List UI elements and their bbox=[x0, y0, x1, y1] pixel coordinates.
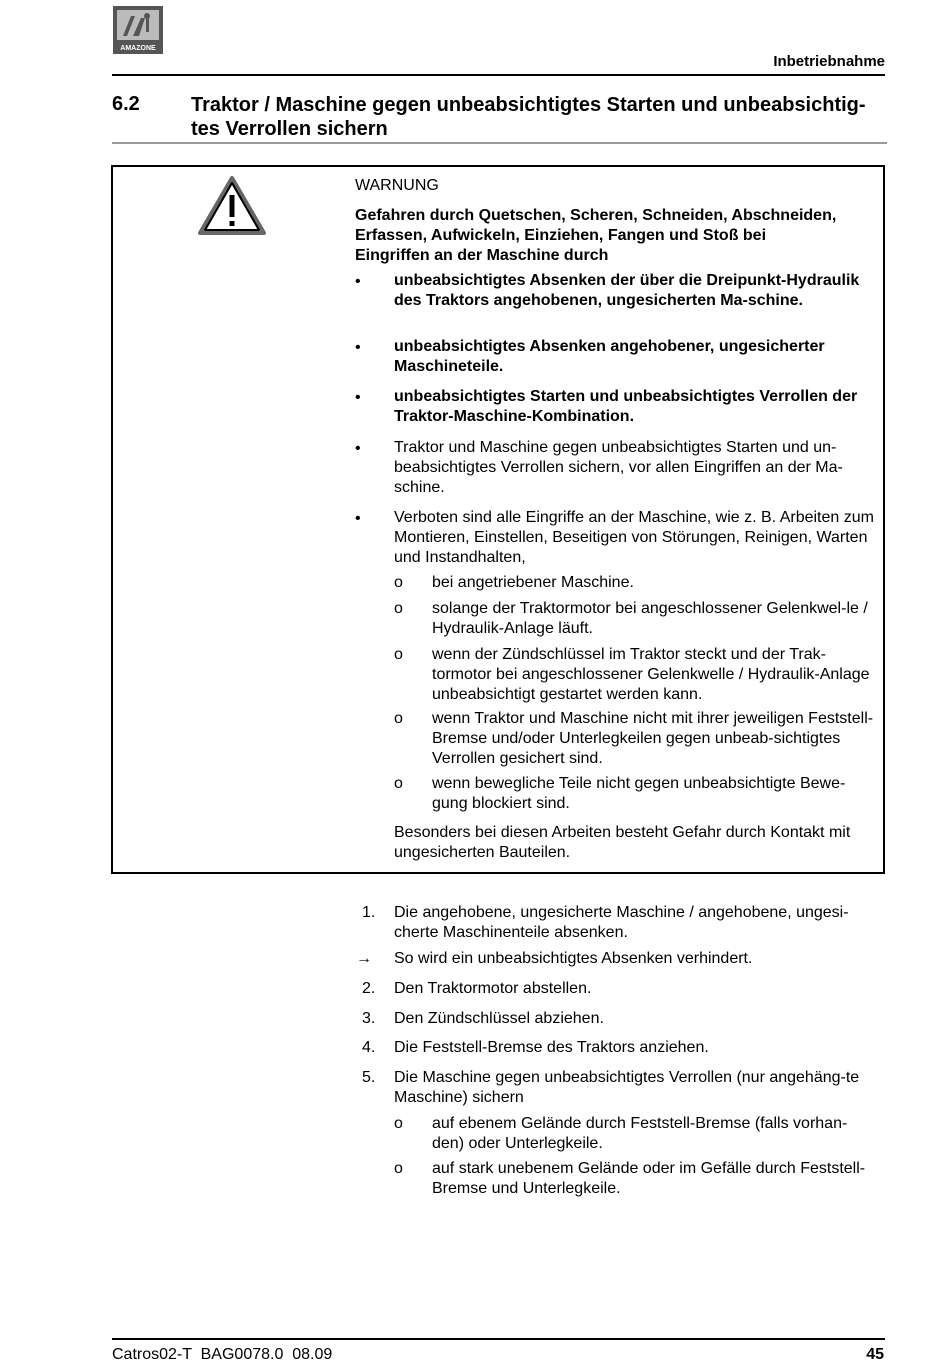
sub-glyph: ο bbox=[394, 574, 403, 591]
sub-bullet-3: wenn der Zündschlüssel im Traktor steckt und der Trak-tormotor bei angeschlossener Gelenkwelle / Hydraulik-Anlage unbeabsichtigt gestartet werden kann. bbox=[432, 646, 870, 703]
step-text: Die Maschine gegen unbeabsichtigtes Verrollen (nur angehäng-te Maschine) sichern bbox=[394, 1069, 860, 1106]
warning-intro: Gefahren durch Quetschen, Scheren, Schneiden, Abschneiden, Erfassen, Aufwickeln, Einziehen, Fangen und Stoß bei Eingriffen an der Maschine durch bbox=[355, 207, 837, 264]
page-number: 45 bbox=[866, 1346, 884, 1363]
bullet-glyph: • bbox=[355, 339, 361, 356]
bullet-glyph: • bbox=[355, 389, 361, 406]
step-text: Den Zündschlüssel abziehen. bbox=[394, 1010, 604, 1027]
sub-glyph: ο bbox=[394, 775, 403, 792]
step-number: 4. bbox=[362, 1039, 376, 1056]
bold-bullet-3: unbeabsichtigtes Starten und unbeabsichtigtes Verrollen der Traktor-Maschine-Kombination. bbox=[394, 388, 858, 425]
step-text: Den Traktormotor abstellen. bbox=[394, 980, 592, 997]
warning-label: WARNUNG bbox=[355, 177, 439, 194]
warning-triangle-icon bbox=[197, 175, 267, 237]
result-arrow-icon: → bbox=[356, 950, 372, 967]
section-number: 6.2 bbox=[112, 93, 140, 115]
bullet-glyph: • bbox=[355, 510, 361, 527]
bold-bullet-1: unbeabsichtigtes Absenken der über die Dreipunkt-Hydraulik des Traktors angehobenen, ungesicherten Ma-schine. bbox=[394, 272, 860, 309]
bullet-glyph: • bbox=[355, 440, 361, 457]
logo-text: AMAZONE bbox=[120, 45, 156, 52]
bullet-2: Verboten sind alle Eingriffe an der Maschine, wie z. B. Arbeiten zum Montieren, Einstellen, Beseitigen von Störungen, Reinigen, Warten und Instandhalten, bbox=[394, 509, 874, 566]
step5-sub-1: auf ebenem Gelände durch Feststell-Bremse (falls vorhan-den) oder Unterlegkeile. bbox=[432, 1115, 848, 1152]
sub-glyph: ο bbox=[394, 710, 403, 727]
step-number: 2. bbox=[362, 980, 376, 997]
section-title: Traktor / Maschine gegen unbeabsichtigtes Starten und unbeabsichtig-tes Verrollen sichern bbox=[191, 94, 866, 140]
sub-glyph: ο bbox=[394, 646, 403, 663]
amazone-logo bbox=[113, 6, 163, 54]
footer-doc-id: Catros02-T BAG0078.0 08.09 bbox=[112, 1346, 333, 1363]
step-number: 3. bbox=[362, 1010, 376, 1027]
step5-sub-2: auf stark unebenem Gelände oder im Gefälle durch Feststell-Bremse und Unterlegkeile. bbox=[432, 1160, 866, 1197]
step-number: 5. bbox=[362, 1069, 376, 1086]
sub-glyph: ο bbox=[394, 1115, 403, 1132]
header-rule bbox=[112, 74, 885, 76]
sub-bullet-5: wenn bewegliche Teile nicht gegen unbeabsichtigte Bewe-gung blockiert sind. bbox=[432, 775, 846, 812]
sub-bullet-2: solange der Traktormotor bei angeschlossener Gelenkwel-le / Hydraulik-Anlage läuft. bbox=[432, 600, 868, 637]
step-text: Die Feststell-Bremse des Traktors anziehen. bbox=[394, 1039, 709, 1056]
step-text: Die angehobene, ungesicherte Maschine / angehobene, ungesi-cherte Maschinenteile absenken. bbox=[394, 904, 849, 941]
warning-closing: Besonders bei diesen Arbeiten besteht Gefahr durch Kontakt mit ungesicherten Bauteilen. bbox=[394, 824, 851, 861]
footer-rule bbox=[112, 1338, 885, 1340]
bold-bullet-2: unbeabsichtigtes Absenken angehobener, ungesicherter Maschineteile. bbox=[394, 338, 825, 375]
bullet-glyph: • bbox=[355, 273, 361, 290]
sub-bullet-4: wenn Traktor und Maschine nicht mit ihrer jeweiligen Feststell-Bremse und/oder Unterlegkeilen gegen unbeab-sichtigtes Verrollen gesichert sind. bbox=[432, 710, 874, 767]
step-result: So wird ein unbeabsichtigtes Absenken verhindert. bbox=[394, 950, 753, 967]
sub-glyph: ο bbox=[394, 1160, 403, 1177]
bullet-1: Traktor und Maschine gegen unbeabsichtigtes Starten und un-beabsichtigtes Verrollen sichern, vor allen Eingriffen an der Ma-schine. bbox=[394, 439, 843, 496]
section-rule bbox=[112, 142, 887, 144]
sub-bullet-1: bei angetriebener Maschine. bbox=[432, 574, 634, 591]
sub-glyph: ο bbox=[394, 600, 403, 617]
step-number: 1. bbox=[362, 904, 376, 921]
header-title: Inbetriebnahme bbox=[773, 53, 885, 70]
